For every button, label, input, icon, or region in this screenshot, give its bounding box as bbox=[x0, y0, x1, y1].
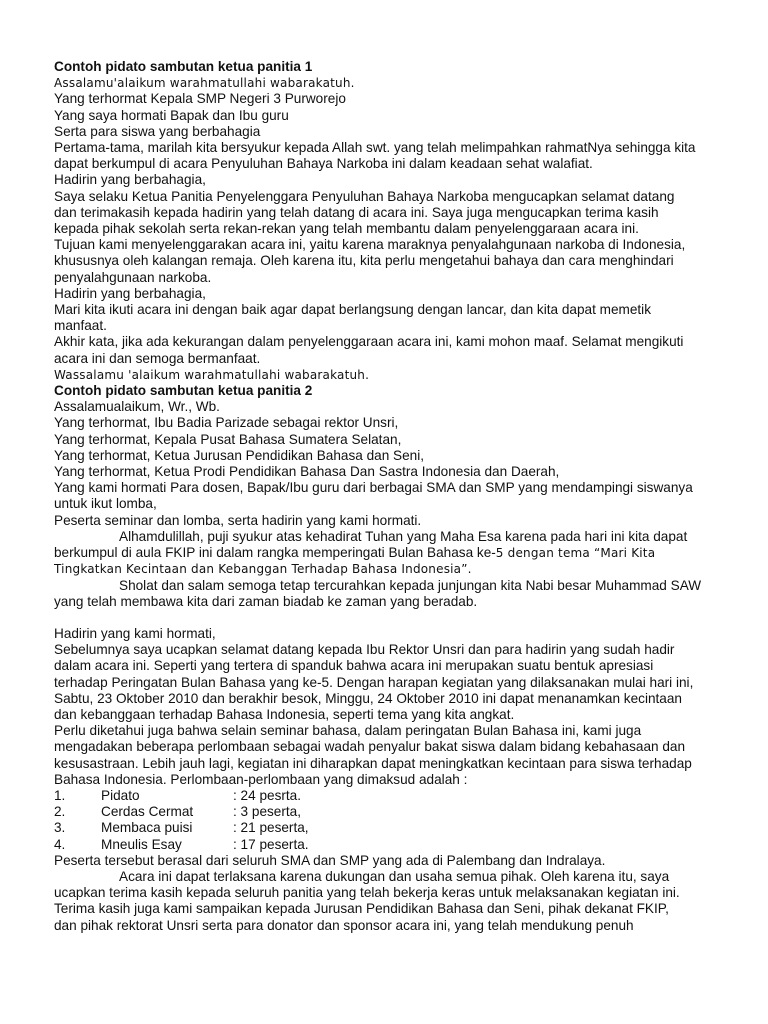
speech1-paragraph-line: kepada pihak sekolah serta rekan-rekan yang telah membantu dalam penyelenggaraan acara ini. bbox=[54, 221, 639, 237]
speech1-greeting-close: Wassalamu 'alaikum warahmatullahi wabarakatuh. bbox=[54, 367, 370, 382]
contest-number: 2. bbox=[54, 804, 66, 820]
speech2-paragraph-line: dan kebanggaan terhadap Bahasa Indonesia, seperti tema yang kita angkat. bbox=[54, 706, 515, 722]
contest-name: Cerdas Cermat bbox=[101, 804, 194, 820]
speech2-paragraph-line: Terima kasih juga kami sampaikan kepada Jurusan Pendidikan Bahasa dan Seni, pihak dekanat FKIP, bbox=[54, 901, 669, 917]
speech2-paragraph-line: Peserta tersebut berasal dari seluruh SMA dan SMP yang ada di Palembang dan Indralaya. bbox=[54, 852, 606, 868]
speech1-hadirin: Hadirin yang berbahagia, bbox=[54, 172, 206, 188]
speech1-address: Serta para siswa yang berbahagia bbox=[54, 123, 261, 139]
speech2-paragraph-line: Sebelumnya saya ucapkan selamat datang kepada Ibu Rektor Unsri dan para hadirin yang sudah hadir bbox=[54, 642, 675, 658]
speech1-title: Contoh pidato sambutan ketua panitia 1 bbox=[54, 59, 313, 74]
speech2-address: Yang kami hormati Para dosen, Bapak/Ibu guru dari berbagai SMA dan SMP yang mendampingi siswanya bbox=[54, 480, 693, 496]
speech2-address: Yang terhormat, Ketua Prodi Pendidikan Bahasa Dan Sastra Indonesia dan Daerah, bbox=[54, 464, 560, 480]
speech2-line-segment: 5 dengan tema “Mari Kita bbox=[495, 546, 656, 561]
speech2-paragraph-line: Alhamdulillah, puji syukur atas kehadirat Tuhan yang Maha Esa karena pada hari ini kita dapat bbox=[119, 528, 688, 544]
paragraph-gap bbox=[54, 610, 744, 626]
speech2-address: untuk ikut lomba, bbox=[54, 496, 157, 512]
contest-number: 1. bbox=[54, 787, 66, 803]
speech2-paragraph-line: kesusastraan. Lebih jauh lagi, kegiatan ini diharapkan dapat meningkatkan kecintaan para siswa terhadap bbox=[54, 755, 692, 771]
speech1-greeting-open: Assalamu'alaikum warahmatullahi wabarakatuh. bbox=[54, 76, 355, 91]
speech2-paragraph-line: dalam acara ini. Seperti yang tertera di spanduk bahwa acara ini merupakan suatu bentuk apresiasi bbox=[54, 658, 654, 674]
speech2-paragraph-line: Bahasa Indonesia. Perlombaan-perlombaan yang dimaksud adalah : bbox=[54, 771, 468, 787]
contest-row bbox=[54, 788, 744, 804]
contest-number: 4. bbox=[54, 836, 66, 852]
contest-row bbox=[54, 804, 744, 820]
speech2-paragraph-line: Acara ini dapat terlaksana karena dukungan dan usaha semua pihak. Oleh karena itu, saya bbox=[119, 868, 670, 884]
speech2-paragraph-line: Sholat dan salam semoga tetap tercurahkan kepada junjungan kita Nabi besar Muhammad SAW bbox=[119, 577, 702, 593]
contest-name: Membaca puisi bbox=[101, 820, 193, 836]
speech1-hadirin: Hadirin yang berbahagia, bbox=[54, 285, 206, 301]
speech1-paragraph-line: penyalahgunaan narkoba. bbox=[54, 269, 212, 285]
contest-count: : 17 peserta. bbox=[233, 836, 309, 852]
speech2-paragraph-line: terhadap Peringatan Bulan Bahasa yang ke-5. Dengan harapan kegiatan yang dilaksanakan mulai hari ini, bbox=[54, 674, 694, 690]
speech2-address: Peserta seminar dan lomba, serta hadirin yang kami hormati. bbox=[54, 512, 422, 528]
contest-name: Mneulis Esay bbox=[101, 836, 182, 852]
speech1-address: Yang saya hormati Bapak dan Ibu guru bbox=[54, 107, 289, 123]
speech2-address: Yang terhormat, Kepala Pusat Bahasa Sumatera Selatan, bbox=[54, 431, 402, 447]
speech1-paragraph-line: dan terimakasih kepada hadirin yang telah datang di acara ini. Saya juga mengucapkan terima kasih bbox=[54, 204, 659, 220]
speech1-paragraph-line: Mari kita ikuti acara ini dengan baik agar dapat berlangsung dengan lancar, dan kita dapat memetik bbox=[54, 302, 651, 318]
speech2-paragraph-line: Perlu diketahui juga bahwa selain seminar bahasa, dalam peringatan Bulan Bahasa ini, kami juga bbox=[54, 723, 642, 739]
speech2-paragraph-line: mengadakan beberapa perlombaan sebagai wadah penyalur bakat siswa dalam bidang kebahasaan dan bbox=[54, 739, 686, 755]
speech1-paragraph-line: manfaat. bbox=[54, 318, 107, 334]
speech2-hadirin: Hadirin yang kami hormati, bbox=[54, 625, 216, 641]
contest-count: : 21 peserta, bbox=[233, 820, 309, 836]
contest-count: : 3 peserta, bbox=[233, 804, 302, 820]
speech2-paragraph-line: yang telah membawa kita dari zaman biadab ke zaman yang beradab. bbox=[54, 593, 478, 609]
speech1-address: Yang terhormat Kepala SMP Negeri 3 Purworejo bbox=[54, 91, 346, 107]
speech2-line-segment: berkumpul di aula FKIP ini dalam rangka memperingati Bulan Bahasa ke- bbox=[54, 545, 496, 561]
speech2-paragraph-line bbox=[54, 545, 744, 561]
speech1-paragraph-line: dapat berkumpul di acara Penyuluhan Bahaya Narkoba ini dalam keadaan sehat walafiat. bbox=[54, 156, 593, 172]
speech2-title: Contoh pidato sambutan ketua panitia 2 bbox=[54, 383, 313, 399]
speech2-paragraph-line: Tingkatkan Kecintaan dan Kebanggan Terhadap Bahasa Indonesia”. bbox=[54, 562, 472, 577]
speech1-paragraph-line: Tujuan kami menyelenggarakan acara ini, yaitu karena maraknya penyalahgunaan narkoba di Indonesia, bbox=[54, 237, 686, 253]
speech2-paragraph-line: Sabtu, 23 Oktober 2010 dan berakhir besok, Minggu, 24 Oktober 2010 ini dapat menanamkan kecintaan bbox=[54, 690, 682, 706]
contest-row bbox=[54, 820, 744, 836]
speech1-paragraph-line: Saya selaku Ketua Panitia Penyelenggara Penyuluhan Bahaya Narkoba mengucapkan selamat datang bbox=[54, 188, 675, 204]
speech2-address: Yang terhormat, Ketua Jurusan Pendidikan Bahasa dan Seni, bbox=[54, 447, 425, 463]
speech2-paragraph-line: ucapkan terima kasih kepada seluruh panitia yang telah bekerja keras untuk melaksanakan kegiatan ini. bbox=[54, 885, 680, 901]
speech1-paragraph-line: Akhir kata, jika ada kekurangan dalam penyelenggaraan acara ini, kami mohon maaf. Selamat mengikuti bbox=[54, 334, 684, 350]
contest-name: Pidato bbox=[101, 787, 140, 803]
contest-count: : 24 pesrta. bbox=[233, 787, 302, 803]
contest-row bbox=[54, 837, 744, 853]
speech1-paragraph-line: khususnya oleh kalangan remaja. Oleh karena itu, kita perlu mengetahui bahaya dan cara menghindari bbox=[54, 253, 674, 269]
document-body bbox=[54, 59, 744, 934]
speech2-paragraph-line: dan pihak rektorat Unsri serta para donator dan sponsor acara ini, yang telah mendukung penuh bbox=[54, 917, 634, 933]
contest-number: 3. bbox=[54, 820, 66, 836]
speech1-paragraph-line: Pertama-tama, marilah kita bersyukur kepada Allah swt. yang telah melimpahkan rahmatNya sehingga kita bbox=[54, 140, 696, 156]
speech2-address: Yang terhormat, Ibu Badia Parizade sebagai rektor Unsri, bbox=[54, 415, 399, 431]
speech2-greeting: Assalamualaikum, Wr., Wb. bbox=[54, 399, 220, 415]
speech1-paragraph-line: acara ini dan semoga bermanfaat. bbox=[54, 350, 261, 366]
